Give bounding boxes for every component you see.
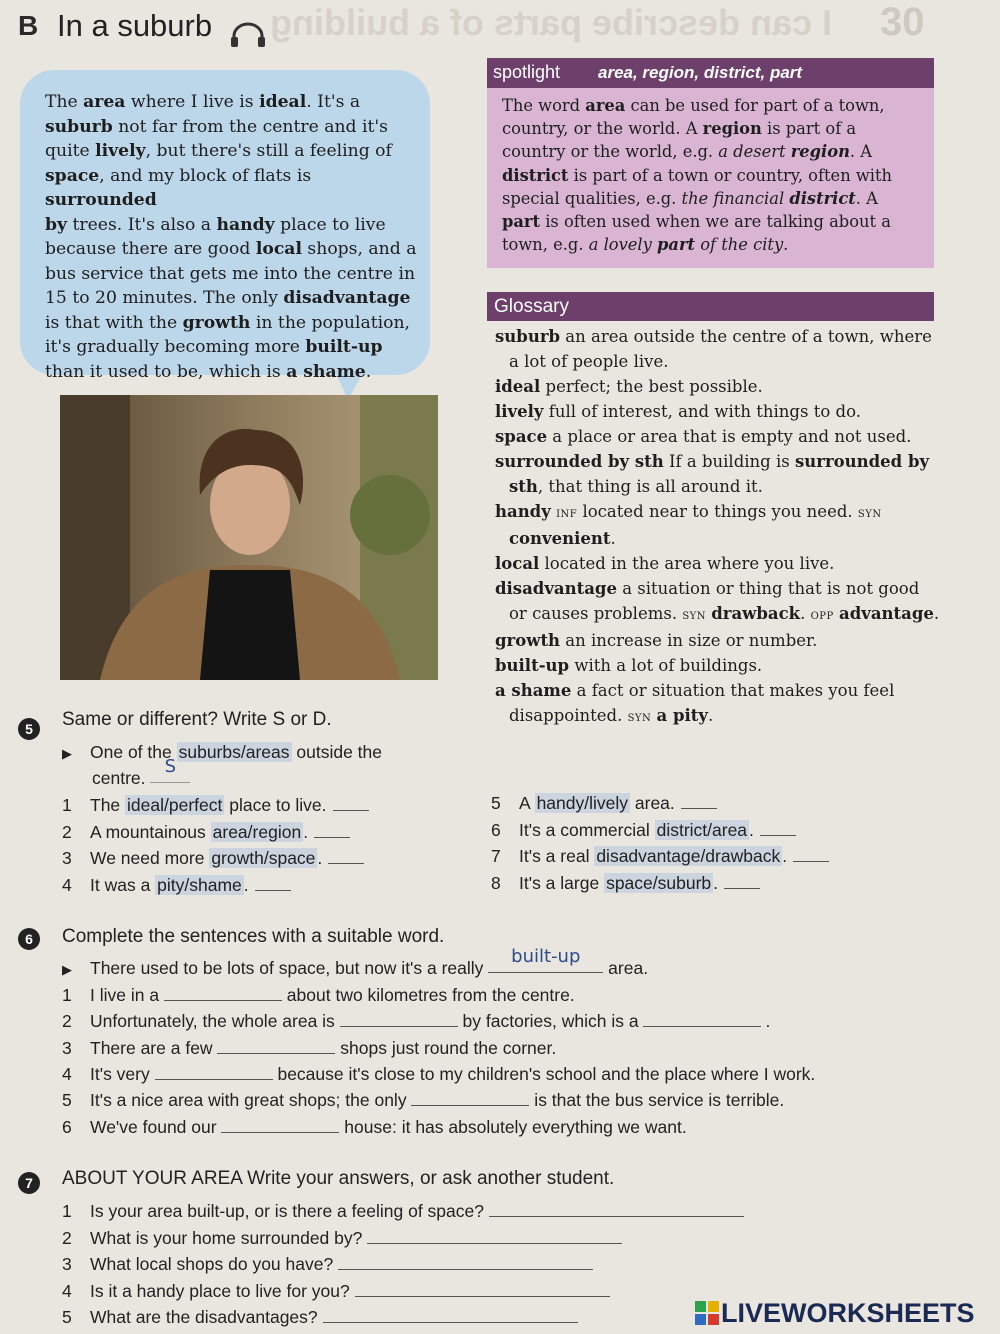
- exercise-6-item: [62, 985, 575, 1006]
- item-text: .: [713, 872, 719, 893]
- bleed-through-number: 30: [880, 0, 925, 44]
- play-arrow-icon: ▶: [62, 746, 72, 761]
- answer-blank[interactable]: [340, 1012, 458, 1027]
- item-number: 4: [62, 874, 72, 895]
- item-number: 6: [62, 1116, 72, 1137]
- item-number: 4: [62, 1063, 72, 1084]
- answer-blank[interactable]: [217, 1039, 335, 1054]
- item-number: 3: [62, 848, 72, 868]
- play-arrow-icon: ▶: [62, 962, 72, 977]
- glossary-title: Glossary: [494, 296, 569, 317]
- item-highlight: space/suburb: [606, 872, 712, 893]
- glossary-entry: built-up with a lot of buildings.: [495, 656, 763, 675]
- answer-blank[interactable]: [314, 823, 350, 838]
- answer-blank[interactable]: [338, 1255, 593, 1270]
- item-text: by factories, which is a: [457, 1011, 639, 1032]
- item-number: 7: [491, 846, 501, 866]
- item-number: 2: [62, 1227, 72, 1248]
- exercise-7-number: 7: [18, 1172, 40, 1194]
- exercise-6-item: [62, 1064, 815, 1085]
- item-text: It's a large: [519, 872, 605, 893]
- glossary-list: [495, 324, 940, 730]
- bubble-line: than it used to be, which is a shame.: [45, 361, 372, 382]
- example-answer: built-up: [511, 946, 581, 967]
- glossary-entry: lively full of interest, and with things to do.: [495, 402, 861, 421]
- item-number: 2: [62, 1011, 72, 1032]
- exercise-6-item: [62, 1117, 687, 1138]
- glossary-entry: local located in the area where you live.: [495, 554, 835, 573]
- spotlight-line: district is part of a town or country, often with: [502, 165, 893, 185]
- item-text: A mountainous: [90, 821, 211, 842]
- item-text: house: it has absolutely everything we want.: [339, 1116, 687, 1137]
- exercise-5-item: [491, 820, 796, 841]
- exercise-5-example: ▶ One of the suburbs/areas outside the: [62, 742, 383, 762]
- spotlight-title: area, region, district, part: [598, 63, 803, 82]
- exercise-5-number: 5: [18, 718, 40, 740]
- spotlight-line: country, or the world. A region is part of a: [502, 119, 857, 139]
- exercise-7-item: [62, 1307, 578, 1328]
- item-number: 1: [62, 1201, 72, 1221]
- exercise-5-item: [62, 875, 291, 896]
- glossary-entry: handy inf located near to things you need. syn convenient.: [495, 502, 882, 548]
- bubble-line: space, and my block of flats is surrounded: [45, 165, 312, 210]
- exercise-5-item: [491, 793, 717, 814]
- exercise-6-example: ▶ There used to be lots of space, but now it's a really built-up area.: [62, 946, 649, 978]
- exercise-7-item: [62, 1228, 622, 1249]
- exercise-7-title: ABOUT YOUR AREA Write your answers, or ask another student.: [62, 1168, 615, 1189]
- answer-blank[interactable]: [155, 1065, 273, 1080]
- question-text: Is your area built-up, or is there a feeling of space?: [90, 1201, 489, 1221]
- section-letter: B: [18, 10, 39, 41]
- item-text: because it's close to my children's school and the place where I work.: [272, 1063, 816, 1084]
- item-number: 5: [491, 793, 501, 813]
- exercise-5-item: [491, 873, 760, 894]
- spotlight-line: part is often used when we are talking about a: [502, 212, 891, 232]
- exercise-5-example-line2: centre. S: [92, 768, 190, 789]
- answer-blank[interactable]: [323, 1308, 578, 1323]
- glossary-entry: suburb an area outside the centre of a town, where a lot of people live.: [495, 327, 932, 371]
- bubble-line: 15 to 20 minutes. The only disadvantage: [45, 288, 411, 308]
- item-text: area.: [630, 793, 675, 813]
- item-text: The: [90, 795, 126, 815]
- bleed-through-title: I can describe parts of a building: [270, 2, 833, 43]
- answer-blank[interactable]: [221, 1118, 339, 1133]
- item-text: A: [519, 793, 535, 813]
- item-number: 6: [491, 819, 501, 840]
- spotlight-badge: spotlight: [493, 62, 561, 82]
- answer-blank[interactable]: [328, 849, 364, 864]
- item-text: about two kilometres from the centre.: [281, 985, 575, 1005]
- item-highlight: growth/space: [211, 848, 316, 868]
- item-highlight: disadvantage/drawback: [596, 846, 781, 866]
- answer-blank[interactable]: [793, 847, 829, 862]
- item-text: shops just round the corner.: [335, 1037, 557, 1058]
- exercise-7-item: [62, 1254, 593, 1275]
- answer-blank[interactable]: [164, 986, 282, 1001]
- item-number: 1: [62, 985, 72, 1005]
- exercise-5-item: [62, 848, 364, 869]
- glossary-entry: surrounded by sth If a building is surrounded by sth, that thing is all around it.: [495, 452, 930, 496]
- item-number: 4: [62, 1280, 72, 1301]
- answer-blank[interactable]: [643, 1012, 761, 1027]
- spotlight-line: special qualities, e.g. the financial district. A: [502, 188, 878, 208]
- bubble-line: quite lively, but there's still a feeling of: [45, 141, 392, 161]
- item-number: 8: [491, 872, 501, 893]
- item-text: .: [749, 819, 754, 840]
- glossary-entry: ideal perfect; the best possible.: [495, 377, 763, 396]
- question-text: Is it a handy place to live for you?: [90, 1280, 355, 1301]
- question-text: What is your home surrounded by?: [90, 1227, 368, 1248]
- exercise-7-item: [62, 1201, 744, 1222]
- bubble-line: suburb not far from the centre and it's: [45, 116, 388, 137]
- answer-blank[interactable]: [489, 1202, 744, 1217]
- item-number: 3: [62, 1037, 72, 1058]
- exercise-5-item: [62, 795, 369, 816]
- spotlight-line: town, e.g. a lovely part of the city.: [502, 235, 789, 255]
- bubble-line: it's gradually becoming more built-up: [45, 337, 383, 357]
- spotlight-line: country or the world, e.g. a desert region. A: [502, 142, 873, 162]
- exercise-5-item: [62, 822, 350, 843]
- answer-blank[interactable]: [367, 1229, 622, 1244]
- answer-blank[interactable]: [760, 821, 796, 836]
- photo-young-man: [60, 395, 438, 680]
- item-text: place to live.: [224, 795, 327, 815]
- item-text: .: [317, 848, 323, 868]
- item-text: Unfortunately, the whole area is: [90, 1011, 340, 1032]
- item-number: 5: [62, 1307, 72, 1327]
- bubble-line: bus service that gets me into the centre in: [45, 263, 416, 284]
- question-text: What local shops do you have?: [90, 1254, 339, 1274]
- example-answer: S: [164, 756, 177, 777]
- exercise-6-title: Complete the sentences with a suitable word.: [62, 926, 445, 947]
- spotlight-line: The word area can be used for part of a town,: [502, 96, 885, 115]
- item-text: I live in a: [90, 985, 164, 1005]
- exercise-6-number: 6: [18, 928, 40, 950]
- item-highlight: ideal/perfect: [127, 795, 223, 815]
- item-text: We need more: [90, 848, 210, 868]
- exercise-6-item: [62, 1090, 784, 1111]
- glossary-entry: disadvantage a situation or thing that is not good or causes problems. syn drawback. opp advantage.: [495, 579, 940, 623]
- item-text: .: [782, 846, 788, 866]
- spotlight-text: [502, 94, 922, 256]
- answer-blank[interactable]: [333, 796, 369, 811]
- bubble-line: The area where I live is ideal. It's a: [45, 92, 361, 112]
- exercise-6-item: [62, 1011, 770, 1032]
- item-highlight: pity/shame: [157, 874, 242, 895]
- bubble-line: because there are good local shops, and a: [45, 239, 417, 259]
- glossary-entry: a shame a fact or situation that makes you feel disappointed. syn a pity.: [495, 681, 895, 725]
- item-text: is that the bus service is terrible.: [529, 1090, 785, 1111]
- item-text: It's a real: [519, 846, 595, 866]
- answer-blank[interactable]: [255, 876, 291, 891]
- exercise-5-title: Same or different? Write S or D.: [62, 709, 332, 730]
- item-text: There are a few: [90, 1037, 218, 1058]
- item-number: 2: [62, 821, 72, 842]
- bubble-text: [45, 90, 425, 384]
- liveworksheets-logo: LIVEWORKSHEETS: [695, 1298, 975, 1329]
- answer-blank[interactable]: [355, 1282, 610, 1297]
- item-number: 5: [62, 1090, 72, 1111]
- item-highlight: area/region: [212, 821, 302, 842]
- item-text: It's a nice area with great shops; the only: [90, 1090, 412, 1111]
- bubble-line: is that with the growth in the population,: [45, 312, 410, 333]
- item-text: It's a commercial: [519, 819, 655, 840]
- section-title: In a suburb: [57, 8, 213, 43]
- item-text: It's very: [90, 1063, 155, 1084]
- exercise-7-item: [62, 1281, 610, 1302]
- item-text: .: [243, 874, 249, 895]
- headphones-icon: [230, 22, 266, 48]
- bubble-line: by trees. It's also a handy place to live: [45, 214, 386, 235]
- logo-grid-icon: [695, 1301, 719, 1325]
- item-text: .: [303, 821, 309, 842]
- glossary-entry: growth an increase in size or number.: [495, 631, 818, 650]
- item-text: .: [760, 1011, 771, 1032]
- question-text: What are the disadvantages?: [90, 1307, 323, 1327]
- answer-blank[interactable]: [681, 794, 717, 809]
- item-highlight: handy/lively: [536, 793, 629, 813]
- answer-blank[interactable]: [411, 1091, 529, 1106]
- exercise-5-item: [491, 846, 829, 867]
- glossary-entry: space a place or area that is empty and not used.: [495, 427, 912, 446]
- item-number: 1: [62, 795, 72, 815]
- answer-blank[interactable]: [724, 874, 760, 889]
- item-text: We've found our: [90, 1116, 222, 1137]
- item-number: 3: [62, 1254, 72, 1274]
- exercise-6-item: [62, 1038, 556, 1059]
- item-text: It was a: [90, 874, 156, 895]
- item-highlight: district/area: [656, 819, 748, 840]
